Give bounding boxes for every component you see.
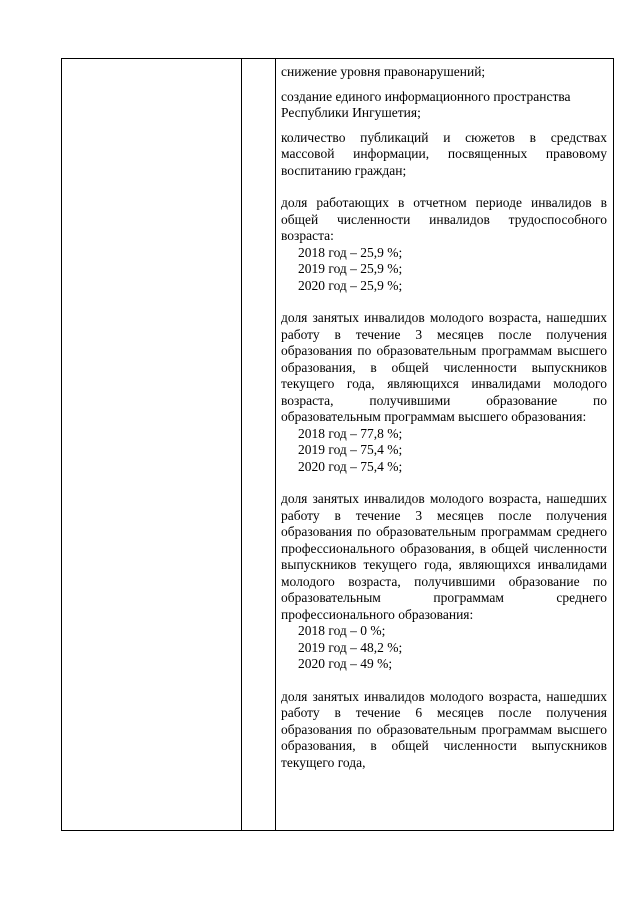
indicators-table [61, 58, 614, 831]
year-value: 2019 год – 48,2 %; [298, 639, 403, 655]
indicator-text: доля занятых инвалидов молодого возраста, нашедших работу в течение 3 месяцев после получения образования по образовательным программам среднего профессионального образования, в общей численности выпускников текущего года, являющихся инвалидами молодого возраста, получившими образование по образовательным программам среднего профессионального образования: [281, 491, 607, 622]
year-value: 2020 год – 25,9 %; [298, 277, 403, 293]
year-value: 2018 год – 77,8 %; [298, 425, 403, 441]
indicator-text: снижение уровня правонарушений; [281, 64, 486, 79]
indicator-text: доля занятых инвалидов молодого возраста, нашедших работу в течение 3 месяцев после получения образования по образовательным программам высшего образования, в общей численности выпускников текущего года, являющихся инвалидами молодого возраста, получившими образование по образовательным программам высшего образования: [281, 310, 607, 424]
indicator-block [281, 689, 607, 772]
year-value: 2018 год – 0 %; [298, 623, 386, 638]
year-value: 2019 год – 75,4 %; [298, 442, 403, 457]
indicator-block [281, 195, 607, 294]
table-row [62, 59, 614, 831]
table-cell-empty-1 [62, 59, 242, 831]
year-value: 2019 год – 25,9 %; [298, 261, 403, 276]
indicator-text: создание единого информационного пространства Республики Ингушетия; [281, 88, 571, 120]
indicator-text: количество публикаций и сюжетов в средствах массовой информации, посвященных правовому воспитанию граждан; [281, 129, 607, 178]
indicator-block [281, 310, 607, 475]
table-cell-empty-2 [242, 59, 276, 831]
year-value: 2020 год – 75,4 %; [298, 458, 403, 474]
indicator-block [281, 491, 607, 673]
indicator-text: доля работающих в отчетном периоде инвалидов в общей численности инвалидов трудоспособного возраста: [281, 195, 607, 243]
year-value: 2020 год – 49 %; [298, 656, 393, 671]
table-cell-indicators [276, 59, 614, 831]
indicator-text: доля занятых инвалидов молодого возраста, нашедших работу в течение 6 месяцев после получения образования по образовательным программам высшего образования, в общей численности выпускников текущего года, [281, 688, 607, 770]
year-value: 2018 год – 25,9 %; [298, 244, 403, 260]
